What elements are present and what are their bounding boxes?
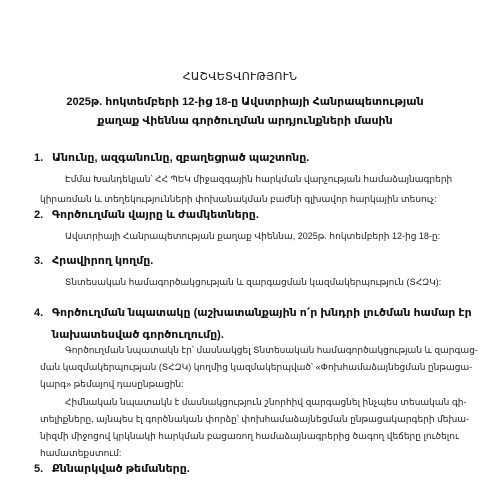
section-3-number: 3. [34,255,44,267]
document-title: ՀԱՇՎԵՏՎՈՒԹՅՈՒՆ [182,71,298,83]
section-1-number: 1. [34,152,44,164]
section-4-body-line-5: տելիքները, այնպես էլ գործնական փորձը՝ փոխհամաձայնեցման ընթացակարգերի մեխա- [40,414,470,424]
section-4-body-line-4: Հիմնական նպատակն է մասնակցություն շնորհիվ զարգացնել ինչպես տեսական գի- [65,397,467,407]
section-3-body-line-1: Տնտեսական համագործակցության և զարգացման կազմակերպություն (ՏՀԶԿ): [65,277,442,287]
section-1-heading-line [34,151,309,164]
section-4-body-line-1: Գործուղման նպատակն էր՝ մասնակցել Տնտեսական համագործակցության և զարգաց- [65,345,478,355]
section-1-heading: Անունը, ազգանունը, զբաղեցրած պաշտոնը. [52,152,310,164]
section-2-heading: Գործուղման վայրը և ժամկետները. [52,209,259,221]
section-4-body-line-6: նիզմի միջոցով կրկնակի հարկման բացառող համաձայնագրերից ծագող վեճերը լուծելու [40,431,459,441]
section-2-heading-line [34,208,259,221]
section-5-heading-line [34,462,190,475]
section-4-heading-1: Գործուղման նպատակը (աշխատանքային ո՛ր խնդրի լուծման համար էր [52,307,472,319]
section-3-heading-line [34,254,153,267]
section-4-number: 4. [34,307,44,319]
section-4-body-line-3: կարգ» թեմայով դասընթացին: [40,379,184,389]
section-4-body-line-7: համատեքստում: [40,448,122,458]
document-subtitle: 2025թ. հոկտեմբերի 12-ից 18-ը Ավստրիայի Հանրապետության քաղաք Վիեննա գործուղման արդյունքների մասին [66,96,424,127]
section-4-heading-line [34,306,472,319]
section-4-heading-2: նախատեսված գործուղումը). [52,329,224,341]
section-2-body-line-1: Ավստրիայի Հանրապետության քաղաք Վիեննա, 2025թ. հոկտեմբերի 12-ից 18-ը: [65,231,441,241]
section-4-body-line-2: ման կազմակերպության (ՏՀԶԿ) կողմից կազմակերպված՝ «Փոխհամաձայնեցման ընթացա- [40,362,473,372]
section-1-body-line-2: կիրառման և տեղեկությունների փոխանակման բաժնի գլխավոր հարկային տեսուչ: [40,194,437,204]
section-5-heading: Քննարկված թեմաները. [52,463,190,475]
section-1-body-line-1: Էմմա Խանդեկյան՝ ՀՀ ՊԵԿ միջազգային հարկման վարչության համաձայնագրերի [65,174,453,184]
section-5-number: 5. [34,463,44,475]
section-2-number: 2. [34,209,44,221]
section-3-heading: Հրավիրող կողմը. [52,255,154,267]
